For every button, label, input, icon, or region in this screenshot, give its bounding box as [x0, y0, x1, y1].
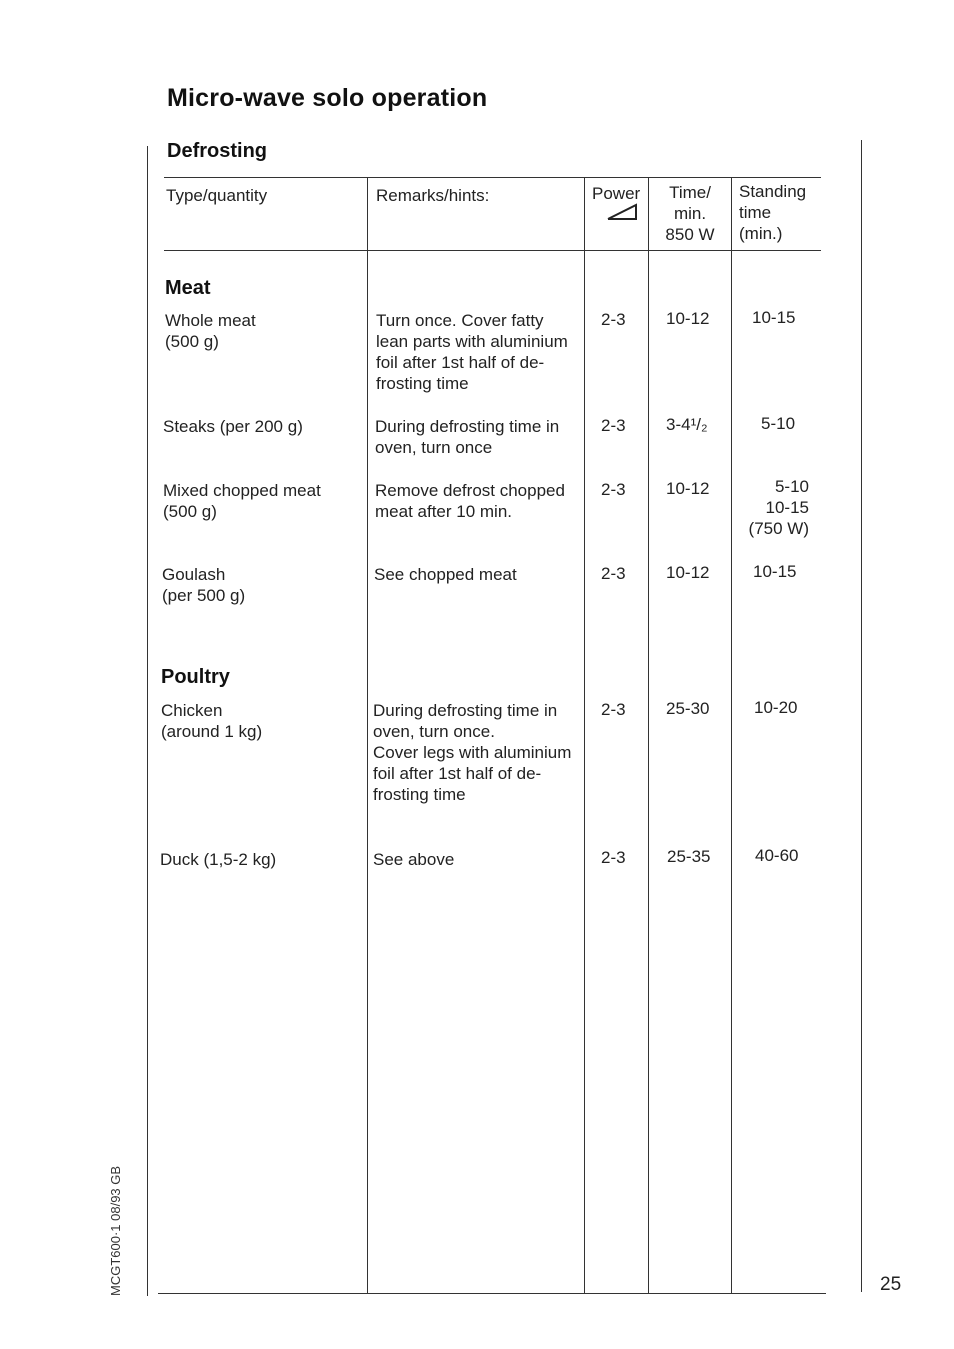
table-row-whole-meat-power: 2-3 — [601, 310, 626, 329]
cell-text: (around 1 kg) — [161, 722, 263, 741]
table-row-mixed-chopped-meat-standing — [745, 476, 809, 539]
document-code: MCGT600·1 08/93 GB — [108, 1165, 123, 1296]
table-row-whole-meat-standing — [752, 307, 795, 328]
cell-text: Duck (1,5-2 kg) — [160, 850, 277, 869]
cell-text: oven, turn once — [375, 438, 493, 457]
header-standing-line2: time — [739, 203, 772, 222]
cell-text: 10-15 — [765, 498, 809, 517]
header-standing-line3: (min.) — [739, 224, 783, 243]
cell-text: Turn once. Cover fatty — [376, 311, 544, 330]
power-level-wedge-icon — [606, 203, 638, 221]
header-power: Power — [592, 184, 641, 203]
cell-text: frosting time — [373, 785, 466, 804]
table-row-duck-time: 25-35 — [667, 847, 711, 866]
cell-text: foil after 1st half of de- — [376, 353, 545, 372]
header-time — [664, 182, 716, 245]
table-row-goulash-type — [162, 564, 245, 606]
cell-text: meat after 10 min. — [375, 502, 513, 521]
cell-text: frosting time — [376, 374, 469, 393]
table-row-goulash-standing — [753, 561, 796, 582]
cell-text: See chopped meat — [374, 565, 517, 584]
cell-text: lean parts with aluminium — [376, 332, 568, 351]
table-row-duck-type — [160, 849, 276, 870]
section-heading-defrosting: Defrosting — [167, 140, 267, 162]
column-divider-remarks — [367, 177, 368, 1293]
cell-text: Remove defrost chopped — [375, 481, 565, 500]
column-divider-power — [584, 177, 585, 1293]
table-header-bottom-rule — [164, 250, 821, 251]
cell-text: 10-15 — [753, 562, 797, 581]
cell-text: 10-20 — [754, 698, 798, 717]
cell-text: Chicken — [161, 701, 223, 720]
cell-text: (750 W) — [748, 519, 809, 538]
cell-text: 5-10 — [761, 414, 796, 433]
cell-text: 40-60 — [755, 846, 799, 865]
cell-text: 5-10 — [774, 477, 809, 496]
table-row-duck-power: 2-3 — [601, 848, 626, 867]
table-row-chicken-type — [161, 700, 262, 742]
table-row-steaks-type — [163, 416, 303, 437]
table-top-rule — [164, 177, 821, 178]
table-row-goulash-remarks — [374, 564, 517, 585]
table-row-mixed-chopped-meat-type — [163, 480, 321, 522]
cell-text: oven, turn once. — [373, 722, 495, 741]
cell-text: (per 500 g) — [162, 586, 246, 605]
cell-text: (500 g) — [165, 332, 219, 351]
header-time-line1: Time/ — [669, 183, 711, 202]
table-row-chicken-remarks — [373, 700, 571, 805]
cell-text: foil after 1st half of de- — [373, 764, 542, 783]
cell-text: Mixed chopped meat — [163, 481, 321, 500]
cell-text: Goulash — [162, 565, 226, 584]
cell-text: See above — [373, 850, 455, 869]
table-row-steaks-power: 2-3 — [601, 416, 626, 435]
table-row-mixed-chopped-meat-remarks — [375, 480, 565, 522]
table-row-steaks-standing — [761, 413, 795, 434]
table-bottom-rule — [158, 1293, 826, 1294]
section-poultry: Poultry — [161, 666, 230, 688]
table-row-mixed-chopped-meat-time: 10-12 — [666, 479, 710, 498]
cell-text: Whole meat — [165, 311, 256, 330]
cell-text: Steaks (per 200 g) — [163, 417, 303, 436]
table-row-whole-meat-remarks — [376, 310, 568, 394]
header-remarks: Remarks/hints: — [376, 186, 490, 205]
header-time-line2: min. — [673, 204, 707, 223]
table-row-duck-standing — [755, 845, 798, 866]
table-row-mixed-chopped-meat-power: 2-3 — [601, 480, 626, 499]
page-title: Micro-wave solo operation — [167, 84, 488, 112]
table-row-goulash-power: 2-3 — [601, 564, 626, 583]
header-standing-line1: Standing — [739, 182, 807, 201]
table-row-whole-meat-type — [165, 310, 256, 352]
cell-text: During defrosting time in — [375, 417, 560, 436]
table-row-whole-meat-time: 10-12 — [666, 309, 710, 328]
section-meat: Meat — [165, 277, 211, 299]
table-row-chicken-time: 25-30 — [666, 699, 710, 718]
table-row-goulash-time: 10-12 — [666, 563, 710, 582]
cell-text: During defrosting time in — [373, 701, 558, 720]
header-time-line3: 850 W — [665, 225, 715, 244]
page-number: 25 — [880, 1274, 902, 1295]
header-standing-time — [739, 181, 806, 244]
column-divider-standing — [731, 177, 732, 1293]
cell-text: 10-15 — [752, 308, 796, 327]
table-row-chicken-power: 2-3 — [601, 700, 626, 719]
table-row-duck-remarks — [373, 849, 454, 870]
table-row-steaks-time: 3-4¹/₂ — [666, 415, 708, 434]
cell-text: (500 g) — [163, 502, 217, 521]
column-divider-time — [648, 177, 649, 1293]
header-type-quantity: Type/quantity — [166, 186, 268, 205]
left-margin-rule — [147, 146, 148, 1296]
cell-text: Cover legs with aluminium — [373, 743, 572, 762]
table-row-steaks-remarks — [375, 416, 559, 458]
right-margin-rule — [861, 140, 862, 1292]
table-row-chicken-standing — [754, 697, 797, 718]
